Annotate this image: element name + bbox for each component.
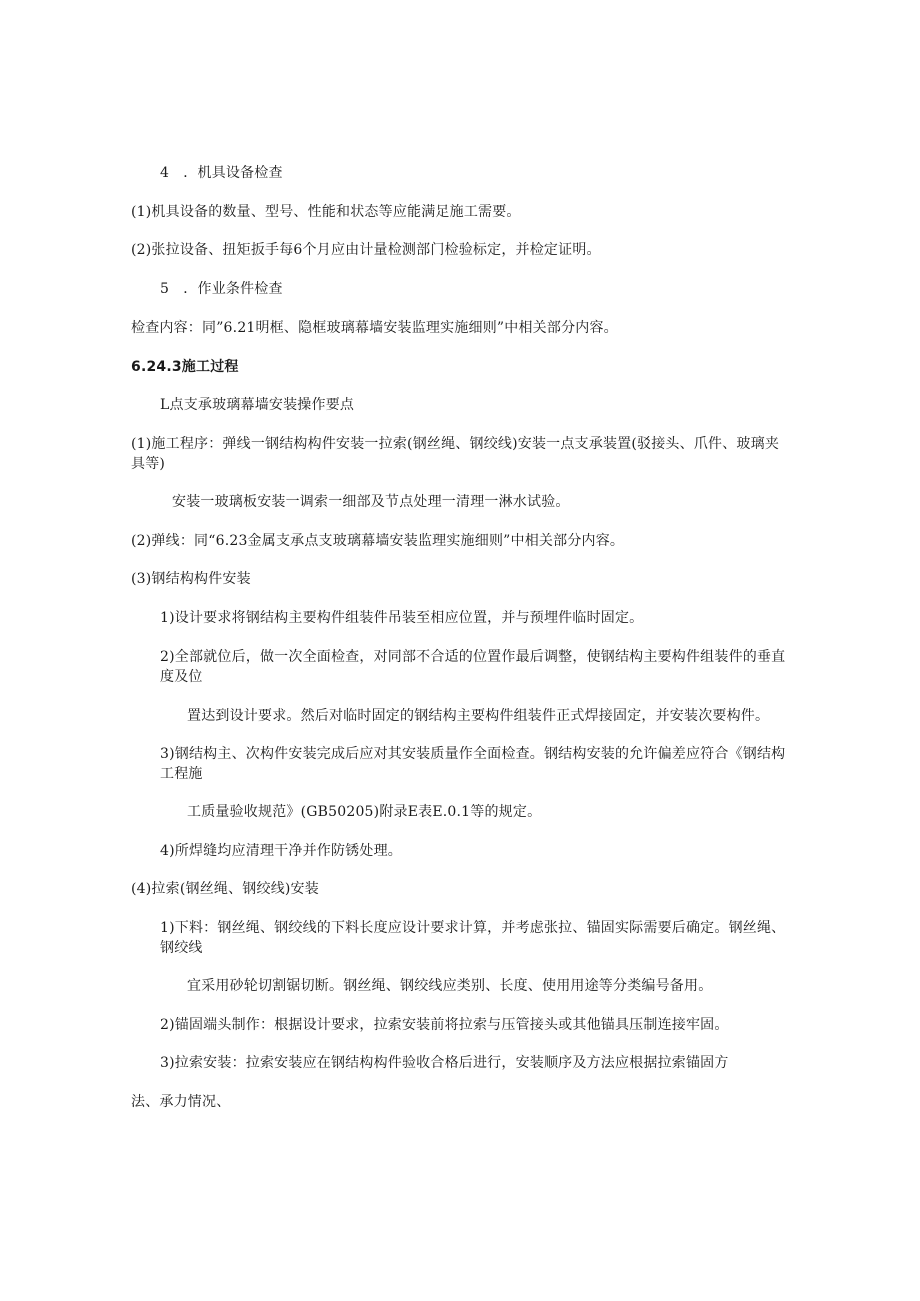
paragraph-continuation: 法、承力情况、 (131, 1094, 231, 1110)
paragraph: (3)钢结构构件安装 (131, 571, 251, 587)
paragraph: (2)弹线：同“6.23金属支承点支玻璃幕墙安装监理实施细则”中相关部分内容。 (131, 533, 625, 549)
paragraph: 2)全部就位后，做一次全面检查，对同部不合适的位置作最后调整，使钢结构主要构件组装件的垂直度及位 (160, 649, 786, 685)
paragraph: 4)所焊缝均应清理干净并作防锈处理。 (160, 843, 402, 859)
paragraph: 检查内容：同”6.21明框、隐框玻璃幕墙安装监理实施细则”中相关部分内容。 (131, 320, 618, 336)
paragraph: (1)机具设备的数量、型号、性能和状态等应能满足施工需要。 (131, 204, 521, 220)
paragraph-continuation: 宜采用砂轮切割锯切断。钢丝绳、钢绞线应类别、长度、使用用途等分类编号备用。 (187, 978, 713, 994)
paragraph-continuation: 工质量验收规范》(GB50205)附录E表E.0.1等的规定。 (187, 804, 542, 820)
paragraph-continuation: 安装一玻璃板安装一调索一细部及节点处理一清理一淋水试验。 (172, 494, 570, 510)
paragraph: 3)钢结构主、次构件安装完成后应对其安装质量作全面检查。钢结构安装的允许偏差应符合《钢结构工程施 (160, 746, 786, 782)
paragraph: 3)拉索安装：拉索安装应在钢结构构件验收合格后进行，安装顺序及方法应根据拉索锚固方 (160, 1055, 729, 1071)
paragraph: 2)锚固端头制作：根据设计要求，拉索安装前将拉索与压管接头或其他锚具压制连接牢固。 (160, 1017, 729, 1033)
section-heading-construction-process: 6.24.3施工过程 (131, 359, 239, 375)
paragraph: 1)下料：钢丝绳、钢绞线的下料长度应设计要求计算，并考虑张拉、锚固实际需要后确定。钢丝绳、钢绞线 (160, 920, 786, 956)
paragraph: 1)设计要求将钢结构主要构件组装件吊装至相应位置，并与预埋件临时固定。 (160, 610, 644, 626)
subheading: L点支承玻璃幕墙安装操作要点 (160, 397, 355, 413)
section-heading-equipment-check: 4 ．机具设备检查 (160, 165, 283, 181)
paragraph-continuation: 置达到设计要求。然后对临时固定的钢结构主要构件组装件正式焊接固定，并安装次要构件。 (187, 708, 770, 724)
paragraph: (4)拉索(钢丝绳、钢绞线)安装 (131, 881, 319, 897)
paragraph: (2)张拉设备、扭矩扳手每6个月应由计量检测部门检验标定，并检定证明。 (131, 242, 601, 258)
section-heading-work-conditions: 5 ．作业条件检查 (160, 281, 283, 297)
paragraph: (1)施工程序：弹线一钢结构构件安装一拉索(钢丝绳、钢绞线)安装一点支承装置(驳接头、爪件、玻璃夹具等) (131, 436, 780, 472)
